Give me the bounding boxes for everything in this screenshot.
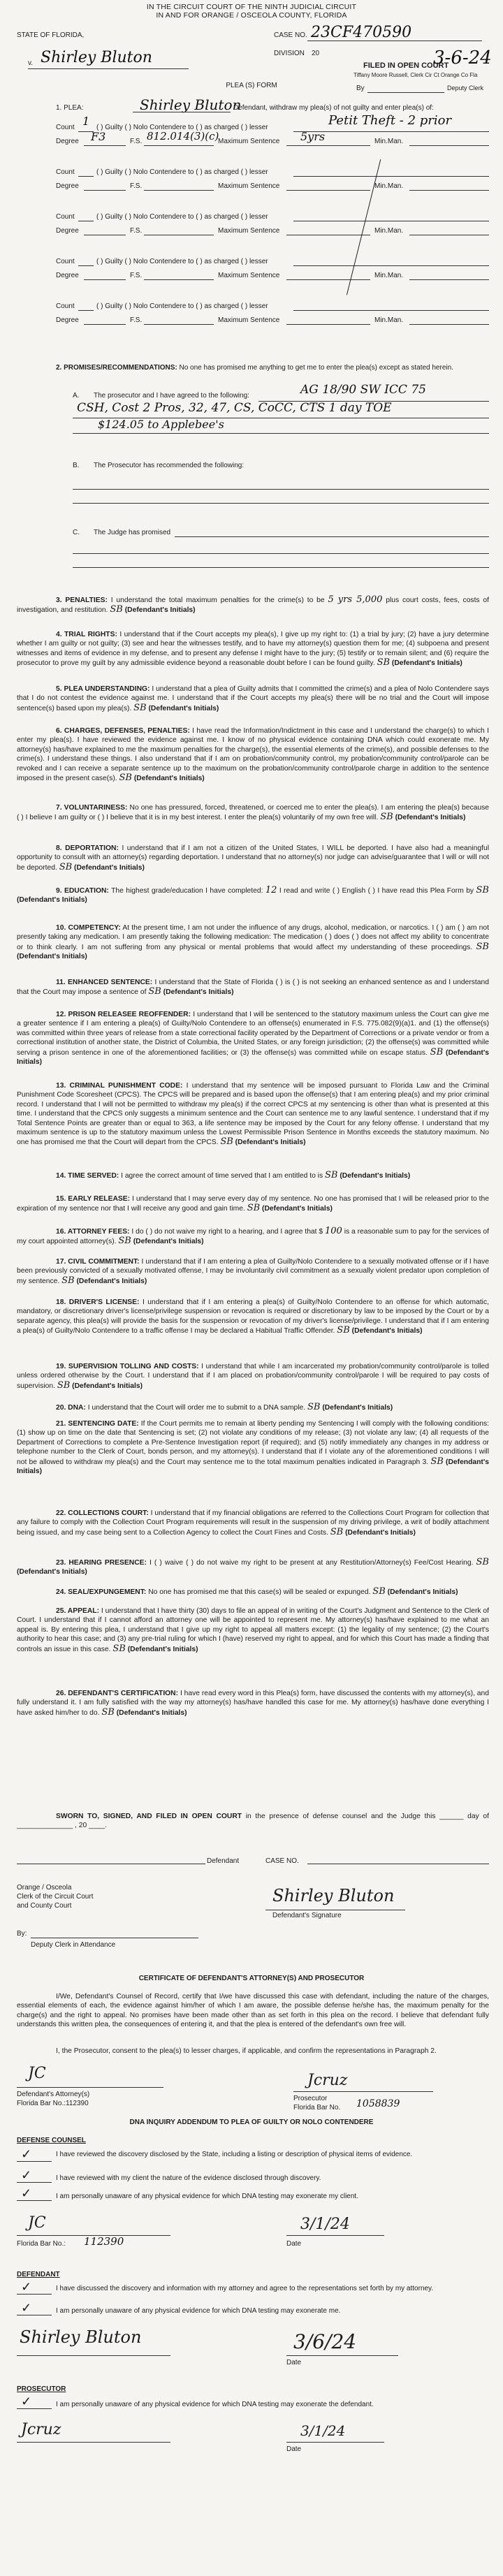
count-label: Count xyxy=(56,168,75,176)
defense-bar-value: 112390 xyxy=(84,2235,124,2248)
defense-item-1: I have reviewed the discovery disclosed by the State, including a listing or description of physical items of evidence. xyxy=(56,2151,413,2158)
certificate-title: CERTIFICATE OF DEFENDANT'S ATTORNEY(S) AND PROSECUTOR xyxy=(138,1975,365,1982)
count-1-charge: Petit Theft - 2 prior xyxy=(328,113,452,128)
max-sentence-label: Maximum Sentence xyxy=(218,316,280,324)
s2a-label: A. xyxy=(73,392,80,400)
s25-section: 25. APPEAL: I understand that I have thirty (30) days to file an appeal of in writing of the Court's Judgment and Sentence to the Clerk of Court. I understand that if I cannot afford an attorney one will be appointed to represent me. My attorney(s) has/have explained to me what an appeal is. By entering this plea, I understand that I give up my right to appeal all matters except: (1) the legality of my sentence; (2) the Court's authority to hear this case; and (3) any pre-trial ruling for which I (have) reserved my right to appeal, and for which this Court has made a finding that controls an issue in this case. SB (Defendant's Initials) xyxy=(17,1607,489,1654)
min-man-label: Min.Man. xyxy=(374,138,404,145)
s2b-label: B. xyxy=(73,462,80,469)
s7-section: 7. VOLUNTARINESS: No one has pressured, forced, threatened, or coerced me to enter the plea(s). I am entering the plea(s) because ( ) I believe I am guilty or ( ) I believe that it is in my best interest. I enter the plea(s) voluntarily of my own free will. SB (Defendant's Initials) xyxy=(17,804,489,823)
attorney-bar: Florida Bar No.:112390 xyxy=(17,2100,89,2107)
s8-section: 8. DEPORTATION: I understand that if I am not a citizen of the United States, I WILL be deported. I have also had a meaningful opportunity to consult with an attorney(s) regarding deportation. I understand that no attorney(s) nor judge can advise/guarantee that I will or will not be deported. SB (Defendant's Initials) xyxy=(17,844,489,872)
s17-section: 17. CIVIL COMMITMENT: I understand that if I am entering a plea of Guilty/Nolo Contendere to a sexually motivated offense or if I have been previously convicted of a sexually motivated offense, I may be involuntarily civil commitment as a sexually violent predator upon completion of my sentence. SB (Defendant's Initials) xyxy=(17,1258,489,1286)
defense-item-2: I have reviewed with my client the nature of the evidence disclosed through discovery. xyxy=(56,2174,321,2182)
by-label: By xyxy=(356,85,365,92)
degree-label: Degree xyxy=(56,182,79,190)
s2c-label: C. xyxy=(73,529,80,536)
defendant-signature-label: Defendant's Signature xyxy=(272,1912,342,1919)
s2-title: 2. PROMISES/RECOMMENDATIONS: No one has promised me anything to get me to enter the plea(s) except as stated herein. xyxy=(56,364,453,372)
s2a-handwriting-1: AG 18/90 SW ICC 75 xyxy=(300,383,426,397)
s5-section: 5. PLEA UNDERSTANDING: I understand that a plea of Guilty admits that I committed the crime(s) and a plea of Nolo Contendere says that I do not contest the evidence against me. I understand that if the Court accepts my plea(s) there will be no trial and the Court will impose sentence(s) based upon my plea(s). SB (Defendant's Initials) xyxy=(17,685,489,713)
prosecutor-label: Prosecutor xyxy=(293,2095,328,2102)
form-title: PLEA (S) FORM xyxy=(226,82,277,89)
defendant-check-1: ✓ xyxy=(21,2280,32,2295)
filed-date: 3-6-24 xyxy=(433,47,492,68)
max-sentence-label: Maximum Sentence xyxy=(218,227,280,235)
attorney-label: Defendant's Attorney(s) xyxy=(17,2091,90,2098)
count-1-max: 5yrs xyxy=(300,130,326,143)
deputy-attendance-label: Deputy Clerk in Attendance xyxy=(31,1941,116,1949)
count-1-statute: 812.014(3)(c) xyxy=(147,130,219,142)
dna-prosecutor-date: 3/1/24 xyxy=(300,2422,346,2439)
guilty-nolo-options: ( ) Guilty ( ) Nolo Contendere to ( ) as charged ( ) lesser xyxy=(96,302,268,310)
court-line-1: IN THE CIRCUIT COURT OF THE NINTH JUDICIAL CIRCUIT xyxy=(146,3,357,11)
versus-label: v. xyxy=(28,59,34,67)
min-man-label: Min.Man. xyxy=(374,272,404,279)
defense-date-label: Date xyxy=(286,2240,302,2248)
prosecutor-bar-label: Florida Bar No. xyxy=(293,2104,341,2112)
dna-defendant-signature: Shirley Bluton xyxy=(20,2327,142,2347)
attorney-signature: JC xyxy=(28,2065,46,2082)
sworn-block: SWORN TO, SIGNED, AND FILED IN OPEN COURT in the presence of defense counsel and the Judge this ______ day of ______________ , 20 ____. xyxy=(17,1813,489,1830)
prosecutor-signature: Jcruz xyxy=(307,2072,348,2089)
fs-label: F.S. xyxy=(130,227,143,235)
defendant-signature: Shirley Bluton xyxy=(272,1886,395,1905)
court-line-2: IN AND FOR ORANGE / OSCEOLA COUNTY, FLORIDA xyxy=(156,11,347,20)
division-label: DIVISION xyxy=(274,50,305,57)
s21-section: 21. SENTENCING DATE: If the Court permits me to remain at liberty pending my Sentencing I will comply with the following conditions: (1) show up on time on the date that Sentencing is set; (2) not violate any conditions of my release; (3) not violate any law; (4) all requests of the Department of Corrections to complete a Pre-Sentence Investigation report (if required); and (5) notify immediately any changes in my address or telephone number to the Clerk of Court, bonds person, and my attorney(s). I understand that if I violate any of the aforementioned conditions I will not be allowed to withdraw my plea(s) and the Court may sentence me to the total maximum penalties indicated in Paragraph 3. SB (Defendant's Initials) xyxy=(17,1420,489,1476)
min-man-label: Min.Man. xyxy=(374,182,404,190)
state-label: STATE OF FLORIDA, xyxy=(17,31,85,39)
defense-check-1: ✓ xyxy=(21,2147,32,2162)
prosecutor-date-label: Date xyxy=(286,2445,302,2453)
plea-defendant-name: Shirley Bluton xyxy=(140,96,242,113)
degree-label: Degree xyxy=(56,227,79,235)
clerk-label: Clerk of the Circuit Court xyxy=(17,1893,94,1901)
min-man-label: Min.Man. xyxy=(374,316,404,324)
s9-section: 9. EDUCATION: The highest grade/education I have completed: 12 I read and write ( ) English ( ) I have read this Plea Form by SB (Defendant's Initials) xyxy=(17,885,489,905)
s2a-handwriting-2: CSH, Cost 2 Pros, 32, 47, CS, CoCC, CTS 1 day TOE xyxy=(77,401,392,415)
fs-label: F.S. xyxy=(130,138,143,145)
count-label: Count xyxy=(56,258,75,265)
s12-section: 12. PRISON RELEASEE REOFFENDER: I understand that I will be sentenced to the statutory maximum unless the Court can give me a greater sentence if I am entering a plea(s) of Guilty/Nolo Contendere to an offense(s) enumerated in F.S. 775.082(9)(a)1. and (1) the offense(s) was committed within three years of release from a state correctional facility operated by the Department of Corrections or a private vendor or from a correctional institution of another state, the District of Columbia, the United States, or any foreign jurisdiction; (2) the offense(s) was committed while serving a prison sentence in one of the aforementioned facilities; or (3) the offense(s) was committed while on escape status. SB (Defendant's Initials) xyxy=(17,1011,489,1067)
guilty-nolo-options: ( ) Guilty ( ) Nolo Contendere to ( ) as charged ( ) lesser xyxy=(96,213,268,221)
guilty-nolo-options: ( ) Guilty ( ) Nolo Contendere to ( ) as charged ( ) lesser xyxy=(96,258,268,265)
s14-section: 14. TIME SERVED: I agree the correct amount of time served that I am entitled to is SB (Defendant's Initials) xyxy=(56,1170,411,1180)
defense-counsel-signature: JC xyxy=(28,2214,46,2232)
s6-section: 6. CHARGES, DEFENSES, PENALTIES: I have read the Information/Indictment in this case and I understand the charge(s) to which I enter my plea(s). I have reviewed the evidence against me. I know of no physical evidence containing DNA which could exonerate me. My attorney(s) has/have explained to me the maximum penalties for the charge(s), the essential elements of the crime(s), and possible defenses to the crime(s). I understand these things. I also understand that if I am on probation/community control, my probation/community control/parole can be revoked and I can receive a separate sentence up to the maximum on the probation/community control/parole charge in addition to the sentence imposed in the present case(s). SB (Defendant's Initials) xyxy=(17,727,489,784)
prosecutor-bar-value: 1058839 xyxy=(356,2098,400,2109)
fs-label: F.S. xyxy=(130,182,143,190)
clerk-label-2: and County Court xyxy=(17,1902,72,1910)
defense-check-3: ✓ xyxy=(21,2186,32,2201)
s24-section: 24. SEAL/EXPUNGEMENT: No one has promised me that this case(s) will be sealed or expunged. SB (Defendant's Initials) xyxy=(56,1586,458,1597)
county-label: Orange / Osceola xyxy=(17,1884,72,1891)
degree-label: Degree xyxy=(56,138,79,145)
fs-label: F.S. xyxy=(130,316,143,324)
s22-section: 22. COLLECTIONS COURT: I understand that if my financial obligations are referred to the Collections Court Program for collection that any failure to comply with the Collection Court Program requirements will result in the suspension of my driving privilege, a writ of bodily attachment being issued, and my case being sent to a Collection Agency to collect the Court Fines and Costs. SB (Defendant's Initials) xyxy=(17,1509,489,1537)
s23-section: 23. HEARING PRESENCE: I ( ) waive ( ) do not waive my right to be present at any Restitution/Attorney(s) Fee/Cost Hearing. SB (Defendant's Initials) xyxy=(17,1557,489,1576)
dna-title: DNA INQUIRY ADDENDUM TO PLEA OF GUILTY OR NOLO CONTENDERE xyxy=(129,2118,374,2126)
sworn-case-no-label: CASE NO. xyxy=(265,1857,299,1865)
case-no-label: CASE NO. xyxy=(274,31,307,39)
max-sentence-label: Maximum Sentence xyxy=(218,272,280,279)
certificate-text-1: I/We, Defendant's Counsel of Record, certify that I/we have discussed this case with defendant, including the nature of the charges, essential elements of each, the evidence against him/her of which I am aware, the possible defense he/she has, the maximum penalty for the charge(s) and the right to appeal. No promises have been made other than as set forth in this plea on the record. I believe that defendant fully understands this written plea, the consequences of entering it, and that the plea is entered of the defendant's own free will. xyxy=(17,1993,489,2029)
guilty-nolo-options: ( ) Guilty ( ) Nolo Contendere to ( ) as charged ( ) lesser xyxy=(96,168,268,176)
s11-section: 11. ENHANCED SENTENCE: I understand that the State of Florida ( ) is ( ) is not seeking an enhanced sentence as and I understand that the Court may impose a sentence of SB (Defendant's Initials) xyxy=(17,979,489,997)
prosecutor-title: PROSECUTOR xyxy=(17,2385,66,2393)
s15-section: 15. EARLY RELEASE: I understand that I may serve every day of my sentence. No one has promised that I will be released prior to the expiration of my sentence nor that I will receive any good and gain time. SB (Defendant's Initials) xyxy=(17,1195,489,1214)
defendant-item-2: I am personally unaware of any physical evidence for which DNA testing may exonerate me. xyxy=(56,2307,341,2315)
s18-section: 18. DRIVER'S LICENSE: I understand that if I am entering a plea(s) of Guilty/Nolo Contendere to an offense for which automatic, mandatory, or discretionary driver's license/privilege suspension or revocation is required or discretionary by law to be imposed by the Court or by a separate agency, this plea(s) will provide the basis for the suspension or revocation of my driver's license/privilege. I understand that if I am entering a plea(s) of Guilty/Nolo Contendere to a traffic offense I may be declared a Habitual Traffic Offender. SB (Defendant's Initials) xyxy=(17,1298,489,1336)
min-man-label: Min.Man. xyxy=(374,227,404,235)
count-label: Count xyxy=(56,124,75,131)
defense-check-2: ✓ xyxy=(21,2168,32,2183)
dna-defendant-date: 3/6/24 xyxy=(293,2330,357,2353)
count-1-degree: F3 xyxy=(91,130,106,143)
fs-label: F.S. xyxy=(130,272,143,279)
defendant-date-label: Date xyxy=(286,2359,302,2366)
degree-label: Degree xyxy=(56,316,79,324)
plea-item-label: 1. PLEA: xyxy=(56,104,84,112)
s2a-text: The prosecutor and I have agreed to the following: xyxy=(94,392,249,400)
plea-intro-tail: Defendant, withdraw my plea(s) of not guilty and enter plea(s) of: xyxy=(233,104,434,112)
defense-counsel-date: 3/1/24 xyxy=(300,2216,350,2233)
deputy-clerk-label: Deputy Clerk xyxy=(447,85,484,92)
dna-prosecutor-signature: Jcruz xyxy=(21,2421,61,2438)
max-sentence-label: Maximum Sentence xyxy=(218,182,280,190)
defendant-title: DEFENDANT xyxy=(17,2271,60,2278)
prosecutor-item-1: I am personally unaware of any physical evidence for which DNA testing may exonerate the defendant. xyxy=(56,2401,374,2408)
count-label: Count xyxy=(56,302,75,310)
s20-section: 20. DNA: I understand that the Court will order me to submit to a DNA sample. SB (Defendant's Initials) xyxy=(56,1402,393,1412)
prosecutor-check-1: ✓ xyxy=(21,2394,32,2409)
s2b-text: The Prosecutor has recommended the following: xyxy=(94,462,245,469)
defendant-check-2: ✓ xyxy=(21,2301,32,2315)
s4-section: 4. TRIAL RIGHTS: I understand that if the Court accepts my plea(s), I give up my right to: (1) a trial by jury; (2) have a jury determine whether I am guilty or not guilty; (3) see and hear the witnesses testify, and to have my attorney(s) question them for me; (4) subpoena and present witnesses and items of evidence in my defense, and to present any defense I might have to the jury; (5) testify or to remain silent; and (6) require the prosecutor to prove my guilt by any admissible evidence beyond a reasonable doubt before I can be found guilty. SB (Defendant's Initials) xyxy=(17,631,489,668)
s26-section: 26. DEFENDANT'S CERTIFICATION: I have read every word in this Plea(s) form, have discussed the contents with my attorney(s), and fully understand it. I am fully satisfied with the way my attorney(s) has/have handled this case for me. My attorney(s) has/have done everything I have asked him/her to do. SB (Defendant's Initials) xyxy=(17,1690,489,1718)
s3-penalties: 3. PENALTIES: I understand the total maximum penalties for the crime(s) to be 5 yrs 5,000 plus court costs, fees, costs of investigation, and restitution. SB (Defendant's Initials) xyxy=(17,594,489,615)
case-no-value: 23CF470590 xyxy=(311,24,412,41)
defendant-name: Shirley Bluton xyxy=(41,49,152,66)
certificate-text-2: I, the Prosecutor, consent to the plea(s) to lesser charges, if applicable, and confirm the representations in Paragraph 2. xyxy=(56,2047,437,2055)
defense-bar-label: Florida Bar No.: xyxy=(17,2240,66,2248)
s2c-text: The Judge has promised xyxy=(94,529,171,536)
filed-clerk: Tiffany Moore Russell, Clerk Cir Ct Orange Co Fla xyxy=(353,72,478,78)
max-sentence-label: Maximum Sentence xyxy=(218,138,280,145)
guilty-nolo-options: ( ) Guilty ( ) Nolo Contendere to ( ) as charged ( ) lesser xyxy=(96,124,268,131)
defense-item-3: I am personally unaware of any physical evidence for which DNA testing may exonerate my client. xyxy=(56,2193,358,2200)
defense-counsel-title: DEFENSE COUNSEL xyxy=(17,2137,86,2144)
s10-section: 10. COMPETENCY: At the present time, I am not under the influence of any drugs, alcohol, medication, or narcotics. I ( ) am ( ) am not presently taking any medication. I am presently taking the following medication: The medication ( ) does ( ) does not affect my ability to concentrate or to think clearly. I am not suffering from any physical or mental problems that would affect my understanding of these proceedings. SB (Defendant's Initials) xyxy=(17,924,489,961)
filed-stamp: FILED IN OPEN COURT xyxy=(363,61,449,70)
s16-section: 16. ATTORNEY FEES: I do ( ) do not waive my right to a hearing, and I agree that $ 100 is a reasonable sum to pay for the services of my court appointed attorney(s). SB (Defendant's Initials) xyxy=(17,1226,489,1247)
s13-section: 13. CRIMINAL PUNISHMENT CODE: I understand that my sentence will be imposed pursuant to Florida Law and the Criminal Punishment Code Scoresheet (CPCS). The CPCS will be prepared and is based upon the offense(s) that I am entering plea(s) and my prior criminal record. I understand that I will not be permitted to withdraw my plea(s) if the correct CPCS at my sentencing is other than what is presented at this time. I understand that the CPCS only suggests a minimum sentence and the Court can sentence me to any lawful sentence. I understand that if my Total Sentence Points are greater than or equal to 363, a life sentence may be imposed by the Court for any felony offense. I understand that my maximum sentence is up to the statutory maximum unless the Lowest Permissible Prison Sentence in Months exceeds the statutory maximum. No one has promised me that the Court will depart from the CPCS. SB (Defendant's Initials) xyxy=(17,1082,489,1148)
s19-section: 19. SUPERVISION TOLLING AND COSTS: I understand that while I am incarcerated my probation/community control/parole is tolled unless ordered otherwise by the Court. I understand that if I am placed on probation/community control/parole I will be required to pay costs of supervision. SB (Defendant's Initials) xyxy=(17,1363,489,1391)
sworn-by-label: By: xyxy=(17,1930,27,1938)
count-1-number: 1 xyxy=(82,115,90,128)
defendant-item-1: I have discussed the discovery and information with my attorney and agree to the representations set forth by my attorney. xyxy=(56,2285,434,2292)
count-label: Count xyxy=(56,213,75,221)
degree-label: Degree xyxy=(56,272,79,279)
s2a-handwriting-3: $124.05 to Applebee's xyxy=(98,418,224,431)
division-value: 20 xyxy=(312,50,320,57)
sworn-defendant-label: Defendant xyxy=(207,1857,240,1865)
